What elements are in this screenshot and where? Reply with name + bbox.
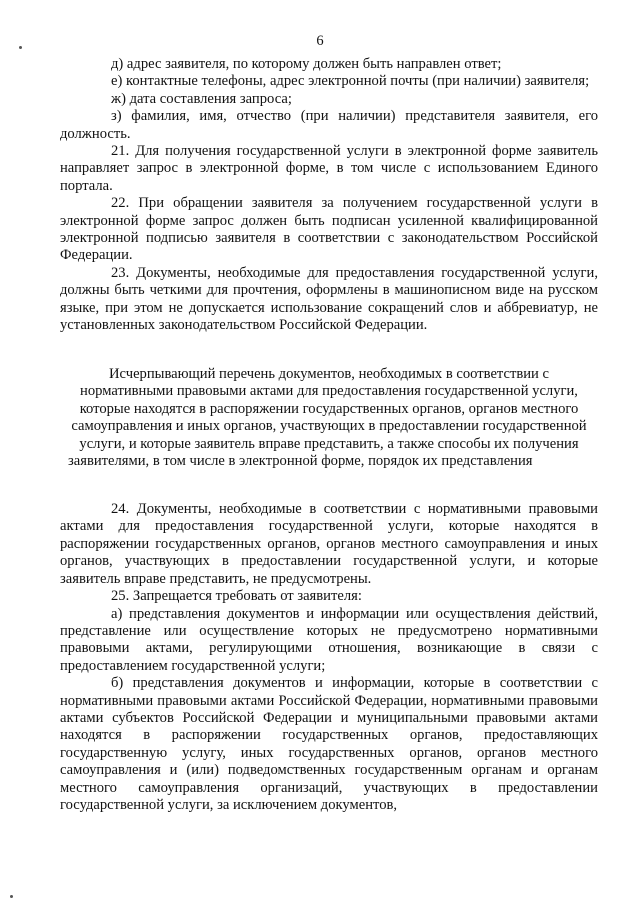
paragraph-21: 21. Для получения государственной услуги в электронной форме заявитель направляет запрос в электронной форме, в том числе с использованием Единого портала. xyxy=(60,143,598,194)
paragraph-25-b: б) представления документов и информации, которые в соответствии с нормативными правовыми актами Российской Федерации, нормативными правовыми актами субъектов Российской Федерации и муниципальными правовыми актами находятся в распоряжении государственных органов, предоставляющих государственную услугу, иных государственных органов, органов местного самоуправления и (или) подведомственных государственным органам и органам местного самоуправления организаций, участвующих в предоставлении государственной услуги, за исключением документов, xyxy=(60,675,598,813)
paragraph-24: 24. Документы, необходимые в соответствии с нормативными правовыми актами для предоставления государственной услуги, которые находятся в распоряжении государственных органов, органов местного самоуправления и иных органов, участвующих в предоставлении государственной услуги, и которые заявитель вправе представить, не предусмотрены. xyxy=(60,501,598,587)
paragraph-item-e: е) контактные телефоны, адрес электронной почты (при наличии) заявителя; xyxy=(111,73,590,90)
page-number: 6 xyxy=(316,33,324,49)
paragraph-item-zh: ж) дата составления запроса; xyxy=(111,90,292,107)
scan-speck xyxy=(10,895,13,898)
paragraph-23: 23. Документы, необходимые для предоставления государственной услуги, должны быть четкими для прочтения, оформлены в машинописном виде на русском языке, при этом не допускается использование сокращений слов и аббревиатур, не установленных законодательством Российской Федерации. xyxy=(60,264,598,334)
paragraph-item-d: д) адрес заявителя, по которому должен быть направлен ответ; xyxy=(111,56,502,72)
paragraph-22: 22. При обращении заявителя за получением государственной услуги в электронной форме запрос должен быть подписан усиленной квалифицированной электронной подписью заявителя в соответствии с законодательством Российской Федерации. xyxy=(60,195,598,264)
document-body xyxy=(60,56,598,814)
paragraph-25-a: а) представления документов и информации или осуществления действий, представление или осуществление которых не предусмотрено нормативными правовыми актами, регулирующими отношения, возникающие в связи с предоставлением государственной услуги; xyxy=(60,605,598,674)
paragraph-25: 25. Запрещается требовать от заявителя: xyxy=(111,588,362,605)
section-heading: Исчерпывающий перечень документов, необходимых в соответствии с нормативными правовыми актами для предоставления государственной услуги, которые находятся в распоряжении государственных органов, органов местного самоуправления и иных органов, участвующих в предоставлении государственной услуги, и которые заявитель вправе представить, а также способы их получения заявителями, в том числе в электронной форме, порядок их представления xyxy=(68,365,587,470)
paragraph-item-z: з) фамилия, имя, отчество (при наличии) представителя заявителя, его должность. xyxy=(60,108,598,142)
